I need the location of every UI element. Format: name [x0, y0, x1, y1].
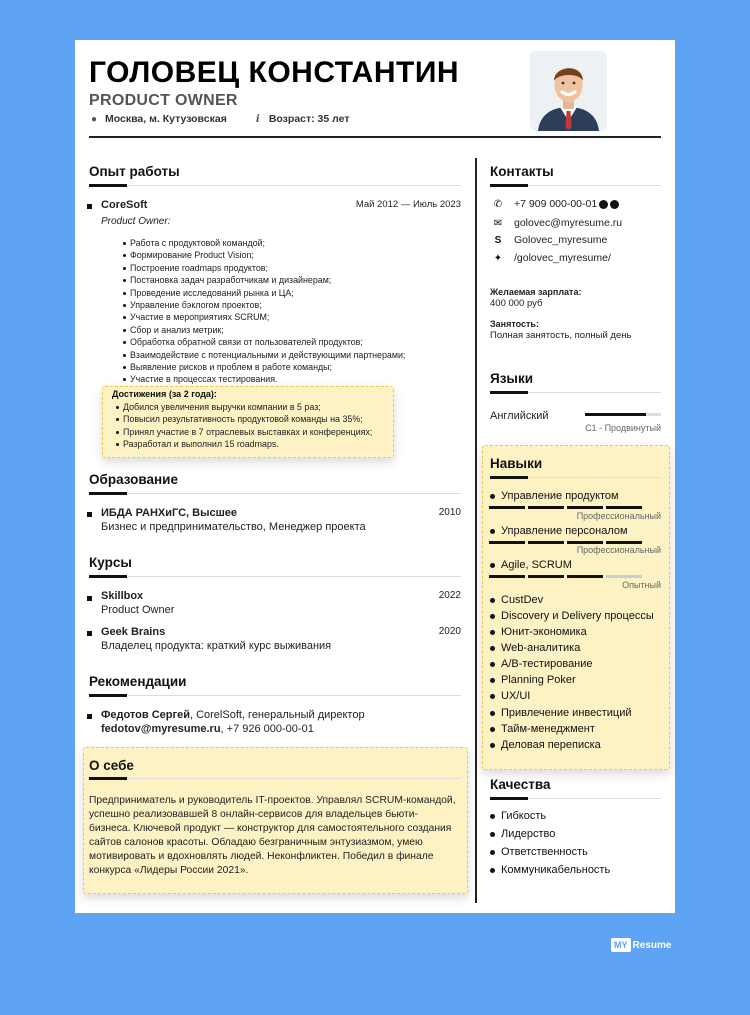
course-year: 2022: [438, 590, 461, 601]
courses-heading-underline: [89, 576, 461, 577]
duty-item: Работа с продуктовой командой;: [123, 237, 405, 249]
skype-icon: S: [494, 234, 502, 246]
twitter-handle: /golovec_myresume/: [514, 252, 611, 264]
header-divider: [89, 136, 661, 138]
skill-item: CustDev: [489, 594, 543, 606]
contact-email[interactable]: [492, 217, 622, 229]
languages-heading-underline: [490, 392, 661, 393]
recommendations-heading-underline: [89, 695, 461, 696]
quality-item: Ответственность: [489, 846, 588, 858]
twitter-icon: ✦: [493, 252, 503, 264]
qualities-heading-underline: [490, 798, 661, 799]
mail-icon: ✉: [493, 217, 503, 229]
duty-item: Участие в процессах тестирования.: [123, 373, 405, 385]
languages-heading: Языки: [490, 371, 533, 386]
contact-phone[interactable]: [492, 198, 619, 210]
experience-bullet: [87, 204, 92, 209]
skills-heading-underline: [490, 477, 661, 478]
skill-item: UX/UI: [489, 690, 530, 702]
quality-item: Лидерство: [489, 828, 555, 840]
location: Москва, м. Кутузовская: [105, 113, 227, 125]
skill-item: Привлечение инвестиций: [489, 707, 632, 719]
achievement-item: Принял участие в 7 отраслевых выставках и конференциях;: [116, 426, 372, 438]
logo-resume: Resume: [632, 939, 672, 951]
recommendation-line: [101, 708, 365, 722]
skill-level: Профессиональный: [576, 511, 661, 521]
resume-page: [75, 40, 675, 913]
contacts-heading-underline: [490, 185, 661, 186]
skill-level-segment: [567, 575, 603, 578]
education-heading-underline: [89, 493, 461, 494]
skill-item: Управление персоналом: [489, 525, 628, 537]
language-name: Английский: [490, 410, 549, 422]
skill-level: Профессиональный: [576, 545, 661, 555]
job-role: Product Owner:: [101, 216, 171, 227]
contact-twitter[interactable]: [492, 252, 611, 264]
about-heading-underline: [89, 778, 461, 779]
skill-level-segment: [567, 541, 603, 544]
education-heading: Образование: [89, 472, 178, 487]
phone-icon: ✆: [493, 198, 503, 210]
skills-heading: Навыки: [490, 456, 543, 471]
skill-level-segment: [606, 541, 642, 544]
telegram-icon: [610, 200, 619, 209]
duty-item: Участие в мероприятиях SCRUM;: [123, 311, 405, 323]
skill-level-bar: [489, 575, 642, 578]
duties-list: [123, 237, 405, 386]
logo-my: MY: [611, 938, 631, 952]
about-heading: О себе: [89, 758, 134, 773]
duty-item: Построение roadmaps продуктов;: [123, 262, 405, 274]
experience-heading: Опыт работы: [89, 164, 180, 179]
skill-level-segment: [528, 575, 564, 578]
achievements-title: Достижения (за 2 года):: [112, 389, 217, 399]
skill-item: Управление продуктом: [489, 490, 619, 502]
skill-item: Юнит-экономика: [489, 626, 587, 638]
salary-value: 400 000 руб: [490, 298, 543, 309]
recommender-email[interactable]: fedotov@myresume.ru: [101, 723, 221, 735]
profile-photo: [530, 51, 607, 131]
course-bullet: [87, 631, 92, 636]
candidate-position: PRODUCT OWNER: [89, 92, 238, 109]
employment-value: Полная занятость, полный день: [490, 330, 632, 341]
salary-label: Желаемая зарплата:: [490, 287, 582, 297]
email-address: golovec@myresume.ru: [514, 217, 623, 229]
company-name: CoreSoft: [101, 199, 148, 211]
duty-item: Обработка обратной связи от пользователей продуктов;: [123, 336, 405, 348]
info-icon: i: [255, 113, 260, 125]
recommender-details: , CorelSoft, генеральный директор: [189, 709, 365, 721]
contacts-heading: Контакты: [490, 164, 554, 179]
phone-number: +7 909 000-00-01: [514, 198, 598, 210]
language-level-bar: [585, 413, 661, 416]
skill-item: Agile, SCRUM: [489, 559, 572, 571]
skill-item: A/B-тестирование: [489, 658, 593, 670]
recommendation-contact: [101, 722, 314, 736]
skill-level: Опытный: [622, 580, 661, 590]
duty-item: Постановка задач разработчикам и дизайнерам;: [123, 274, 405, 286]
experience-heading-underline: [89, 185, 461, 186]
skill-level-segment: [489, 575, 525, 578]
recommendations-heading: Рекомендации: [89, 674, 187, 689]
course-name: Geek Brains: [101, 626, 166, 638]
quality-item: Коммуникабельность: [489, 864, 610, 876]
column-divider: [475, 158, 477, 903]
skill-level-segment: [489, 506, 525, 509]
course-year: 2020: [438, 626, 461, 637]
qualities-heading: Качества: [490, 777, 551, 792]
duty-item: Управление бэклогом проектов;: [123, 299, 405, 311]
duty-item: Выявление рисков и проблем в работе команды;: [123, 361, 405, 373]
achievement-item: Повысил результативность продуктовой команды на 35%;: [116, 413, 372, 425]
candidate-meta: [89, 113, 350, 125]
skill-level-bar: [489, 541, 642, 544]
achievement-item: Добился увеличения выручки компании в 5 раз;: [116, 401, 372, 413]
skill-level-segment: [606, 575, 642, 578]
duty-item: Проведение исследований рынка и ЦА;: [123, 287, 405, 299]
achievement-item: Разработал и выполнил 15 roadmaps.: [116, 438, 372, 450]
course-desc: Product Owner: [101, 604, 175, 616]
about-text: Предприниматель и руководитель IT-проектов. Управлял SCRUM-командой, успешно реализовавшей 8 онлайн-сервисов для владельцев бьюти-бизнеса. Ключевой продукт — конструктор для самостоятельного создания сайтов салонов красоты. Обладаю безграничным энтузиазмом, умею мотивировать и вдохновлять людей. Неконфликтен. Победил в финале конкурса «Лидеры России 2021».: [89, 795, 456, 876]
skill-item: Деловая переписка: [489, 739, 601, 751]
education-year: 2010: [438, 507, 461, 518]
skill-item: Web-аналитика: [489, 642, 580, 654]
education-school: ИБДА РАНХиГС, Высшее: [101, 507, 238, 519]
courses-heading: Курсы: [89, 555, 132, 570]
skill-item: Discovery и Delivery процессы: [489, 610, 654, 622]
skill-level-segment: [489, 541, 525, 544]
candidate-name: ГОЛОВЕЦ КОНСТАНТИН: [89, 56, 460, 89]
language-level: C1 - Продвинутый: [585, 423, 661, 433]
duty-item: Взаимодействие с потенциальными и действующими партнерами;: [123, 349, 405, 361]
education-program: Бизнес и предпринимательство, Менеджер проекта: [101, 521, 366, 533]
whatsapp-icon: [599, 200, 608, 209]
course-bullet: [87, 596, 92, 601]
skill-level-segment: [567, 506, 603, 509]
recommender-name: Федотов Сергей: [101, 709, 190, 721]
course-desc: Владелец продукта: краткий курс выживания: [101, 640, 332, 652]
education-bullet: [87, 512, 92, 517]
achievements-list: [116, 401, 372, 451]
skill-level-bar: [489, 506, 642, 509]
employment-label: Занятость:: [490, 319, 539, 329]
skill-level-segment: [528, 506, 564, 509]
course-name: Skillbox: [101, 590, 144, 602]
recommendation-bullet: [87, 714, 92, 719]
skill-item: Planning Poker: [489, 674, 576, 686]
contact-skype[interactable]: [492, 234, 607, 246]
experience-dates: Май 2012 — Июль 2023: [355, 199, 461, 210]
skill-level-segment: [528, 541, 564, 544]
quality-item: Гибкость: [489, 810, 546, 822]
myresume-logo: [611, 938, 671, 952]
skill-level-segment: [606, 506, 642, 509]
age: Возраст: 35 лет: [268, 113, 350, 125]
skill-item: Тайм-менеджмент: [489, 723, 595, 735]
duty-item: Формирование Product Vision;: [123, 249, 405, 261]
language-level-fill: [585, 413, 646, 416]
duty-item: Сбор и анализ метрик;: [123, 324, 405, 336]
recommender-phone: , +7 926 000-00-01: [220, 723, 314, 735]
location-pin-icon: ●: [90, 113, 98, 125]
skype-handle: Golovec_myresume: [514, 234, 608, 246]
